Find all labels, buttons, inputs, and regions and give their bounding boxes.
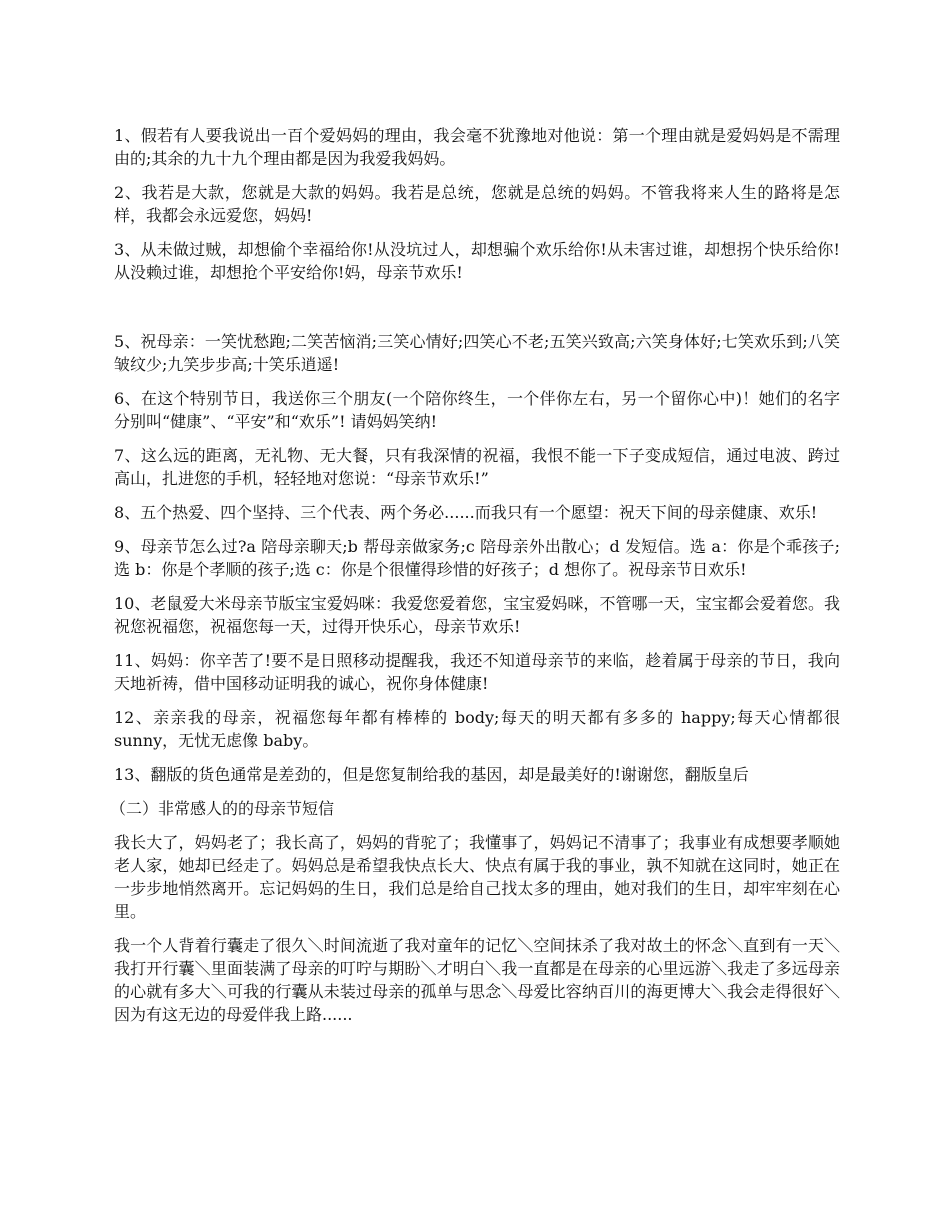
document-page <box>110 124 840 1037</box>
paragraph-2: 2、我若是大款，您就是大款的妈妈。我若是总统，您就是总统的妈妈。不管我将来人生的路将是怎样，我都会永远爱您，妈妈! <box>114 183 840 225</box>
paragraph-7: 7、这么远的距离，无礼物、无大餐，只有我深情的祝福，我恨不能一下子变成短信，通过电波、跨过高山，扎进您的手机，轻轻地对您说：“母亲节欢乐!” <box>114 446 840 488</box>
paragraph-5: 5、祝母亲：一笑忧愁跑;二笑苦恼消;三笑心情好;四笑心不老;五笑兴致高;六笑身体好;七笑欢乐到;八笑皱纹少;九笑步步高;十笑乐逍遥! <box>114 332 840 374</box>
section-paragraph-1: 我长大了，妈妈老了；我长高了，妈妈的背驼了；我懂事了，妈妈记不清事了；我事业有成想要孝顺她老人家，她却已经走了。妈妈总是希望我快点长大、快点有属于我的事业，孰不知就在这同时，她正在一步步地悄然离开。忘记妈妈的生日，我们总是给自己找太多的理由，她对我们的生日，却牢牢刻在心里。 <box>114 833 840 921</box>
paragraph-10: 10、老鼠爱大米母亲节版宝宝爱妈咪：我爱您爱着您，宝宝爱妈咪，不管哪一天，宝宝都会爱着您。我祝您祝福您，祝福您每一天，过得开快乐心，母亲节欢乐! <box>114 594 840 636</box>
paragraph-6: 6、在这个特别节日，我送你三个朋友(一个陪你终生，一个伴你左右，另一个留你心中)！她们的名字分别叫“健康”、“平安”和“欢乐”! 请妈妈笑纳! <box>114 389 840 431</box>
paragraph-3: 3、从未做过贼，却想偷个幸福给你!从没坑过人，却想骗个欢乐给你!从未害过谁，却想拐个快乐给你!从没赖过谁，却想抢个平安给你!妈，母亲节欢乐! <box>114 240 840 282</box>
paragraph-1: 1、假若有人要我说出一百个爱妈妈的理由，我会毫不犹豫地对他说：第一个理由就是爱妈妈是不需理由的;其余的九十九个理由都是因为我爱我妈妈。 <box>114 126 840 168</box>
paragraph-8: 8、五个热爱、四个坚持、三个代表、两个务必......而我只有一个愿望：祝天下间的母亲健康、欢乐! <box>114 503 818 522</box>
paragraph-11: 11、妈妈：你辛苦了!要不是日照移动提醒我，我还不知道母亲节的来临，趁着属于母亲的节日，我向天地祈祷，借中国移动证明我的诚心，祝你身体健康! <box>114 651 840 693</box>
section-heading: （二）非常感人的的母亲节短信 <box>110 799 335 818</box>
paragraph-12: 12、亲亲我的母亲，祝福您每年都有棒棒的 body;每天的明天都有多多的 happy;每天心情都很 sunny，无忧无虑像 baby。 <box>114 708 840 750</box>
paragraph-13: 13、翻版的货色通常是差劲的，但是您复制给我的基因，却是最美好的!谢谢您，翻版皇后 <box>114 765 749 784</box>
blank-gap <box>114 295 840 330</box>
paragraph-9: 9、母亲节怎么过?a 陪母亲聊天;b 帮母亲做家务;c 陪母亲外出散心；d 发短信。选 a：你是个乖孩子;选 b：你是个孝顺的孩子;选 c：你是个很懂得珍惜的好孩子；d 想你了。祝母亲节日欢乐! <box>114 537 840 579</box>
section-paragraph-2: 我一个人背着行囊走了很久＼时间流逝了我对童年的记忆＼空间抹杀了我对故土的怀念＼直到有一天＼我打开行囊＼里面装满了母亲的叮咛与期盼＼才明白＼我一直都是在母亲的心里远游＼我走了多远母亲的心就有多大＼可我的行囊从未装过母亲的孤单与思念＼母爱比容纳百川的海更博大＼我会走得很好＼因为有这无边的母爱伴我上路...... <box>114 936 840 1024</box>
